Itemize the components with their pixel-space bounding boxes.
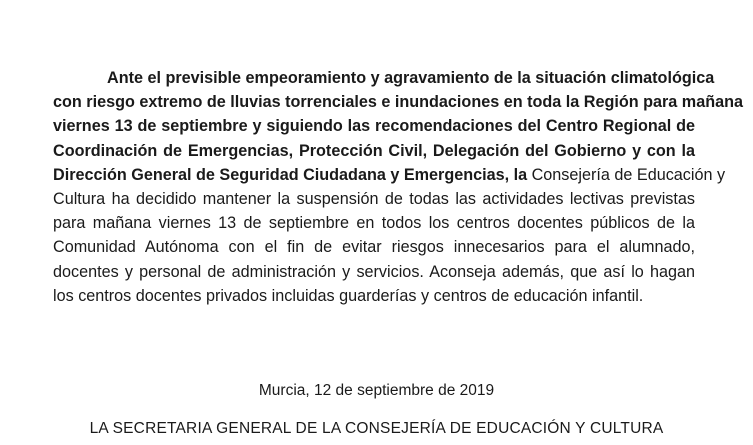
paragraph-line: los centros docentes privados incluidas guarderías y centros de educación infantil.	[53, 286, 644, 305]
paragraph-line: Ante el previsible empeoramiento y agravamiento de la situación climatológica	[107, 69, 715, 87]
paragraph-line: con riesgo extremo de lluvias torrenciales e inundaciones en toda la Región para mañana	[53, 93, 743, 112]
announcement-paragraph	[53, 66, 743, 308]
date-line: Murcia, 12 de septiembre de 2019	[258, 382, 495, 399]
paragraph-line: docentes y personal de administración y servicios. Aconseja además, que así lo hagan	[53, 262, 695, 281]
paragraph-line: Coordinación de Emergencias, Protección Civil, Delegación del Gobierno y con la	[53, 141, 695, 160]
paragraph-line: Comunidad Autónoma con el fin de evitar riesgos innecesarios para el alumnado,	[53, 238, 695, 257]
paragraph-line: Dirección General de Seguridad Ciudadana y Emergencias, la Consejería de Educación y	[53, 165, 726, 184]
paragraph-line: para mañana viernes 13 de septiembre en todos los centros docentes públicos de la	[53, 214, 695, 233]
paragraph-line: Cultura ha decidido mantener la suspensión de todas las actividades lectivas previstas	[53, 189, 695, 208]
paragraph-line: viernes 13 de septiembre y siguiendo las recomendaciones del Centro Regional de	[53, 117, 695, 136]
signature-title: LA SECRETARIA GENERAL DE LA CONSEJERÍA DE EDUCACIÓN Y CULTURA	[89, 420, 664, 437]
